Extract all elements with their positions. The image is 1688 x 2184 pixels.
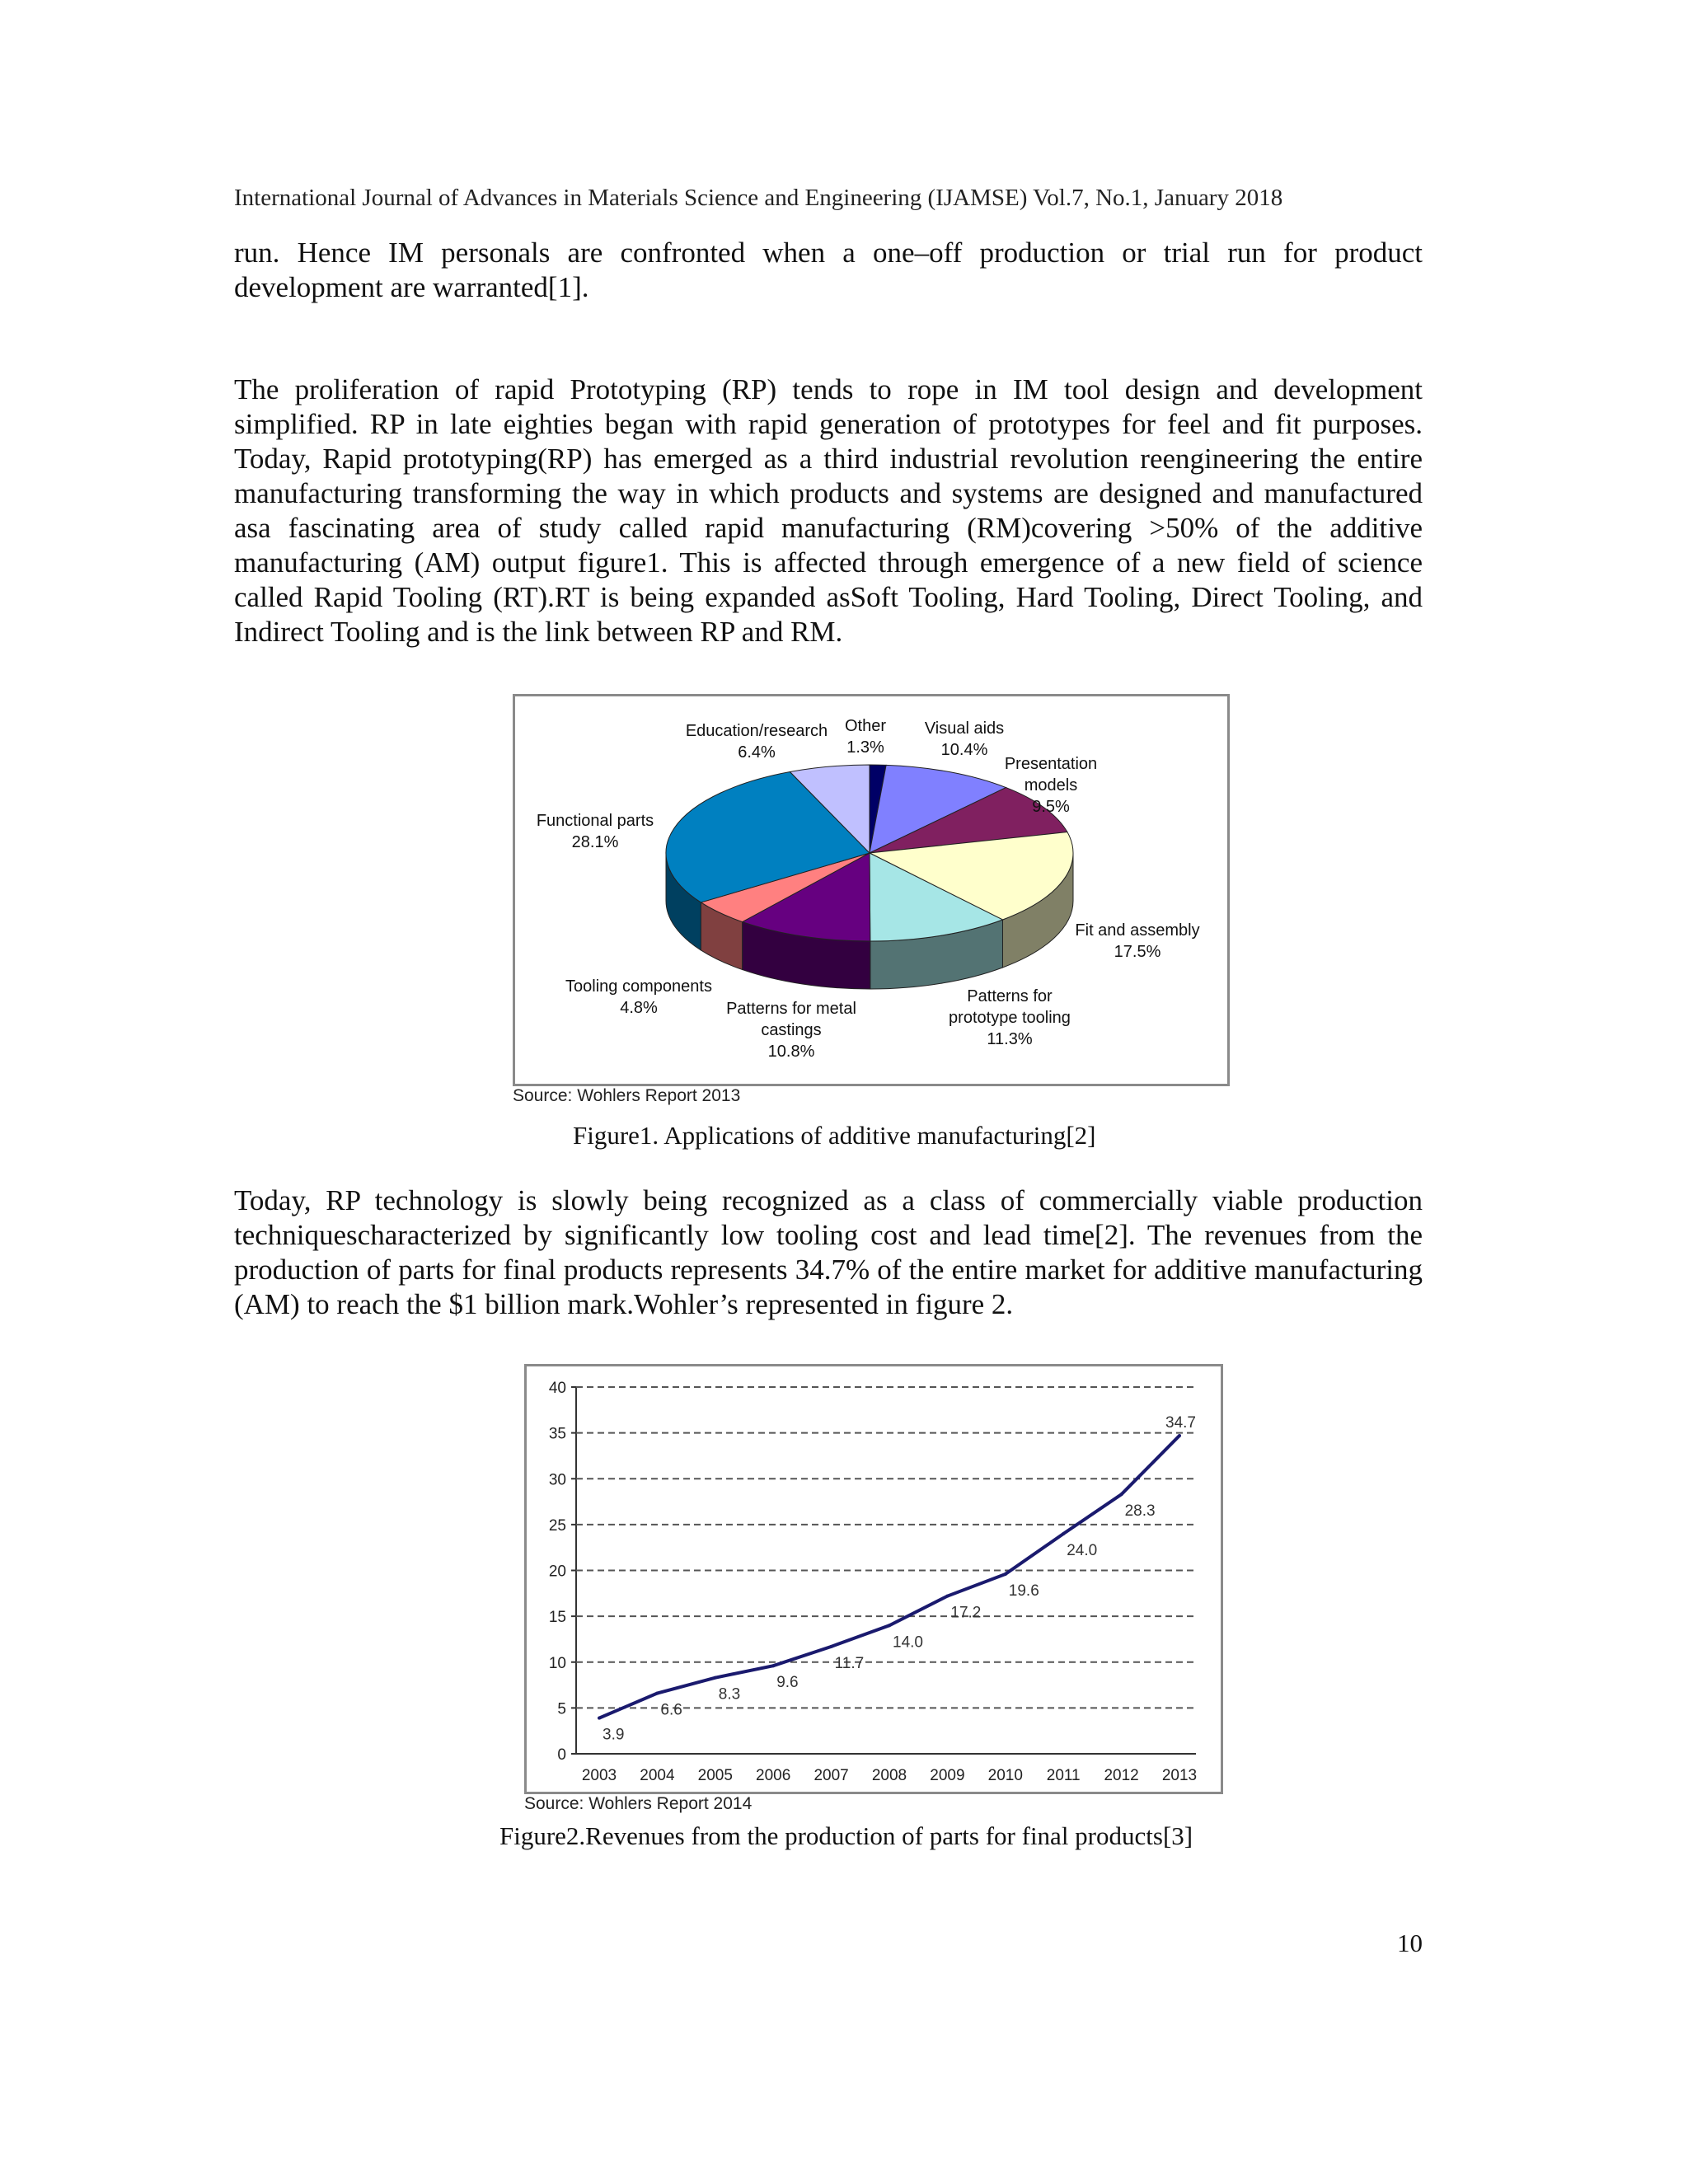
data-point	[830, 1645, 833, 1648]
figure1-source: Source: Wohlers Report 2013	[513, 1086, 741, 1105]
data-point	[714, 1676, 717, 1680]
data-label: 19.6	[1008, 1582, 1039, 1600]
paragraph-2: The proliferation of rapid Prototyping (RP) tends to rope in IM tool design and development simplified. RP in late eighties began with rapid generation of prototypes for feel and fit purposes. Today, Rapid prototyping(RP) has emerged as a third industrial revolution reengineering the entire manufacturing transforming the way in which products and systems are designed and manufactured asa fascinating area of study called rapid manufacturing (RM)covering >50% of the additive manufacturing (AM) output figure1. This is affected through emergence of a new field of science called Rapid Tooling (RT).RT is being expanded asSoft Tooling, Hard Tooling, Direct Tooling, and Indirect Tooling and is the link between RP and RM.	[234, 373, 1423, 648]
data-point	[598, 1717, 601, 1720]
x-tick-label: 2005	[697, 1767, 733, 1784]
x-tick-label: 2008	[871, 1767, 907, 1784]
data-point	[1004, 1572, 1007, 1576]
data-label: 17.2	[950, 1604, 982, 1622]
data-point	[655, 1692, 659, 1695]
x-tick-label: 2006	[756, 1767, 791, 1784]
pie-label-patterns-for-metal-castings: Patterns for metal castings 10.8%	[726, 1000, 856, 1061]
data-label: 3.9	[603, 1726, 625, 1744]
x-tick-label: 2009	[930, 1767, 965, 1784]
figure2-line-chart	[527, 1366, 1221, 1792]
pie-label-presentation-models: Presentation models 9.5%	[1004, 755, 1098, 816]
y-tick-label: 35	[548, 1425, 566, 1443]
y-tick-label: 40	[548, 1380, 566, 1397]
data-label: 28.3	[1124, 1502, 1156, 1521]
data-label: 6.6	[660, 1701, 682, 1719]
x-tick-label: 2004	[640, 1767, 675, 1784]
figure2-caption: Figure2.Revenues from the production of parts for final products[3]	[499, 1821, 1193, 1850]
y-tick-label: 20	[548, 1563, 566, 1581]
y-tick-label: 25	[548, 1516, 566, 1535]
data-point	[888, 1624, 891, 1627]
pie-label-patterns-for-prototype-tooling: Patterns for prototype tooling 11.3%	[949, 987, 1071, 1048]
x-tick-label: 2012	[1104, 1767, 1139, 1784]
figure1-caption: Figure1. Applications of additive manufacturing[2]	[573, 1121, 1096, 1150]
data-point	[771, 1664, 775, 1667]
paragraph-1: run. Hence IM personals are confronted when a one–off production or trial run for product development are warranted[1].	[234, 237, 1423, 303]
y-tick-label: 15	[548, 1609, 566, 1627]
figure1-frame	[513, 694, 1230, 1086]
figure2-frame	[524, 1364, 1223, 1794]
y-tick-label: 0	[557, 1746, 566, 1764]
data-point	[1062, 1532, 1065, 1535]
data-label: 9.6	[776, 1674, 799, 1692]
pie-label-visual-aids: Visual aids 10.4%	[924, 719, 1005, 759]
data-label: 34.7	[1165, 1413, 1196, 1432]
figure1-pie-chart	[515, 696, 1227, 1084]
pie-label-education-research: Education/research 6.4%	[685, 722, 828, 762]
data-label: 8.3	[718, 1685, 741, 1704]
pie-label-other: Other 1.3%	[844, 717, 887, 757]
data-point	[1120, 1493, 1123, 1496]
x-tick-label: 2007	[814, 1767, 849, 1784]
pie-label-functional-parts: Functional parts 28.1%	[536, 812, 654, 851]
data-point	[1178, 1434, 1181, 1437]
pie-label-fit-and-assembly: Fit and assembly 17.5%	[1075, 921, 1200, 961]
y-tick-label: 30	[548, 1471, 566, 1489]
paragraph-3: Today, RP technology is slowly being recognized as a class of commercially viable production techniquescharacterized by significantly low tooling cost and lead time[2]. The revenues from the production of parts for final products represents 34.7% of the entire market for additive manufacturing (AM) to reach the $1 billion mark.Wohler’s represented in figure 2.	[234, 1184, 1423, 1320]
page-number: 10	[1397, 1929, 1423, 1957]
y-tick-label: 10	[548, 1654, 566, 1672]
pie-label-tooling-components: Tooling components 4.8%	[565, 977, 712, 1017]
data-label: 14.0	[893, 1633, 923, 1652]
data-point	[945, 1595, 949, 1598]
y-tick-label: 5	[557, 1700, 566, 1718]
data-label: 24.0	[1067, 1542, 1098, 1559]
x-tick-label: 2003	[581, 1767, 617, 1784]
data-label: 11.7	[834, 1654, 865, 1672]
figure2-source: Source: Wohlers Report 2014	[524, 1794, 753, 1813]
x-tick-label: 2011	[1046, 1767, 1081, 1784]
x-tick-label: 2013	[1161, 1767, 1198, 1784]
journal-header: International Journal of Advances in Materials Science and Engineering (IJAMSE) Vol.7, No.1, January 2018	[234, 185, 1283, 211]
x-tick-label: 2010	[987, 1767, 1023, 1784]
